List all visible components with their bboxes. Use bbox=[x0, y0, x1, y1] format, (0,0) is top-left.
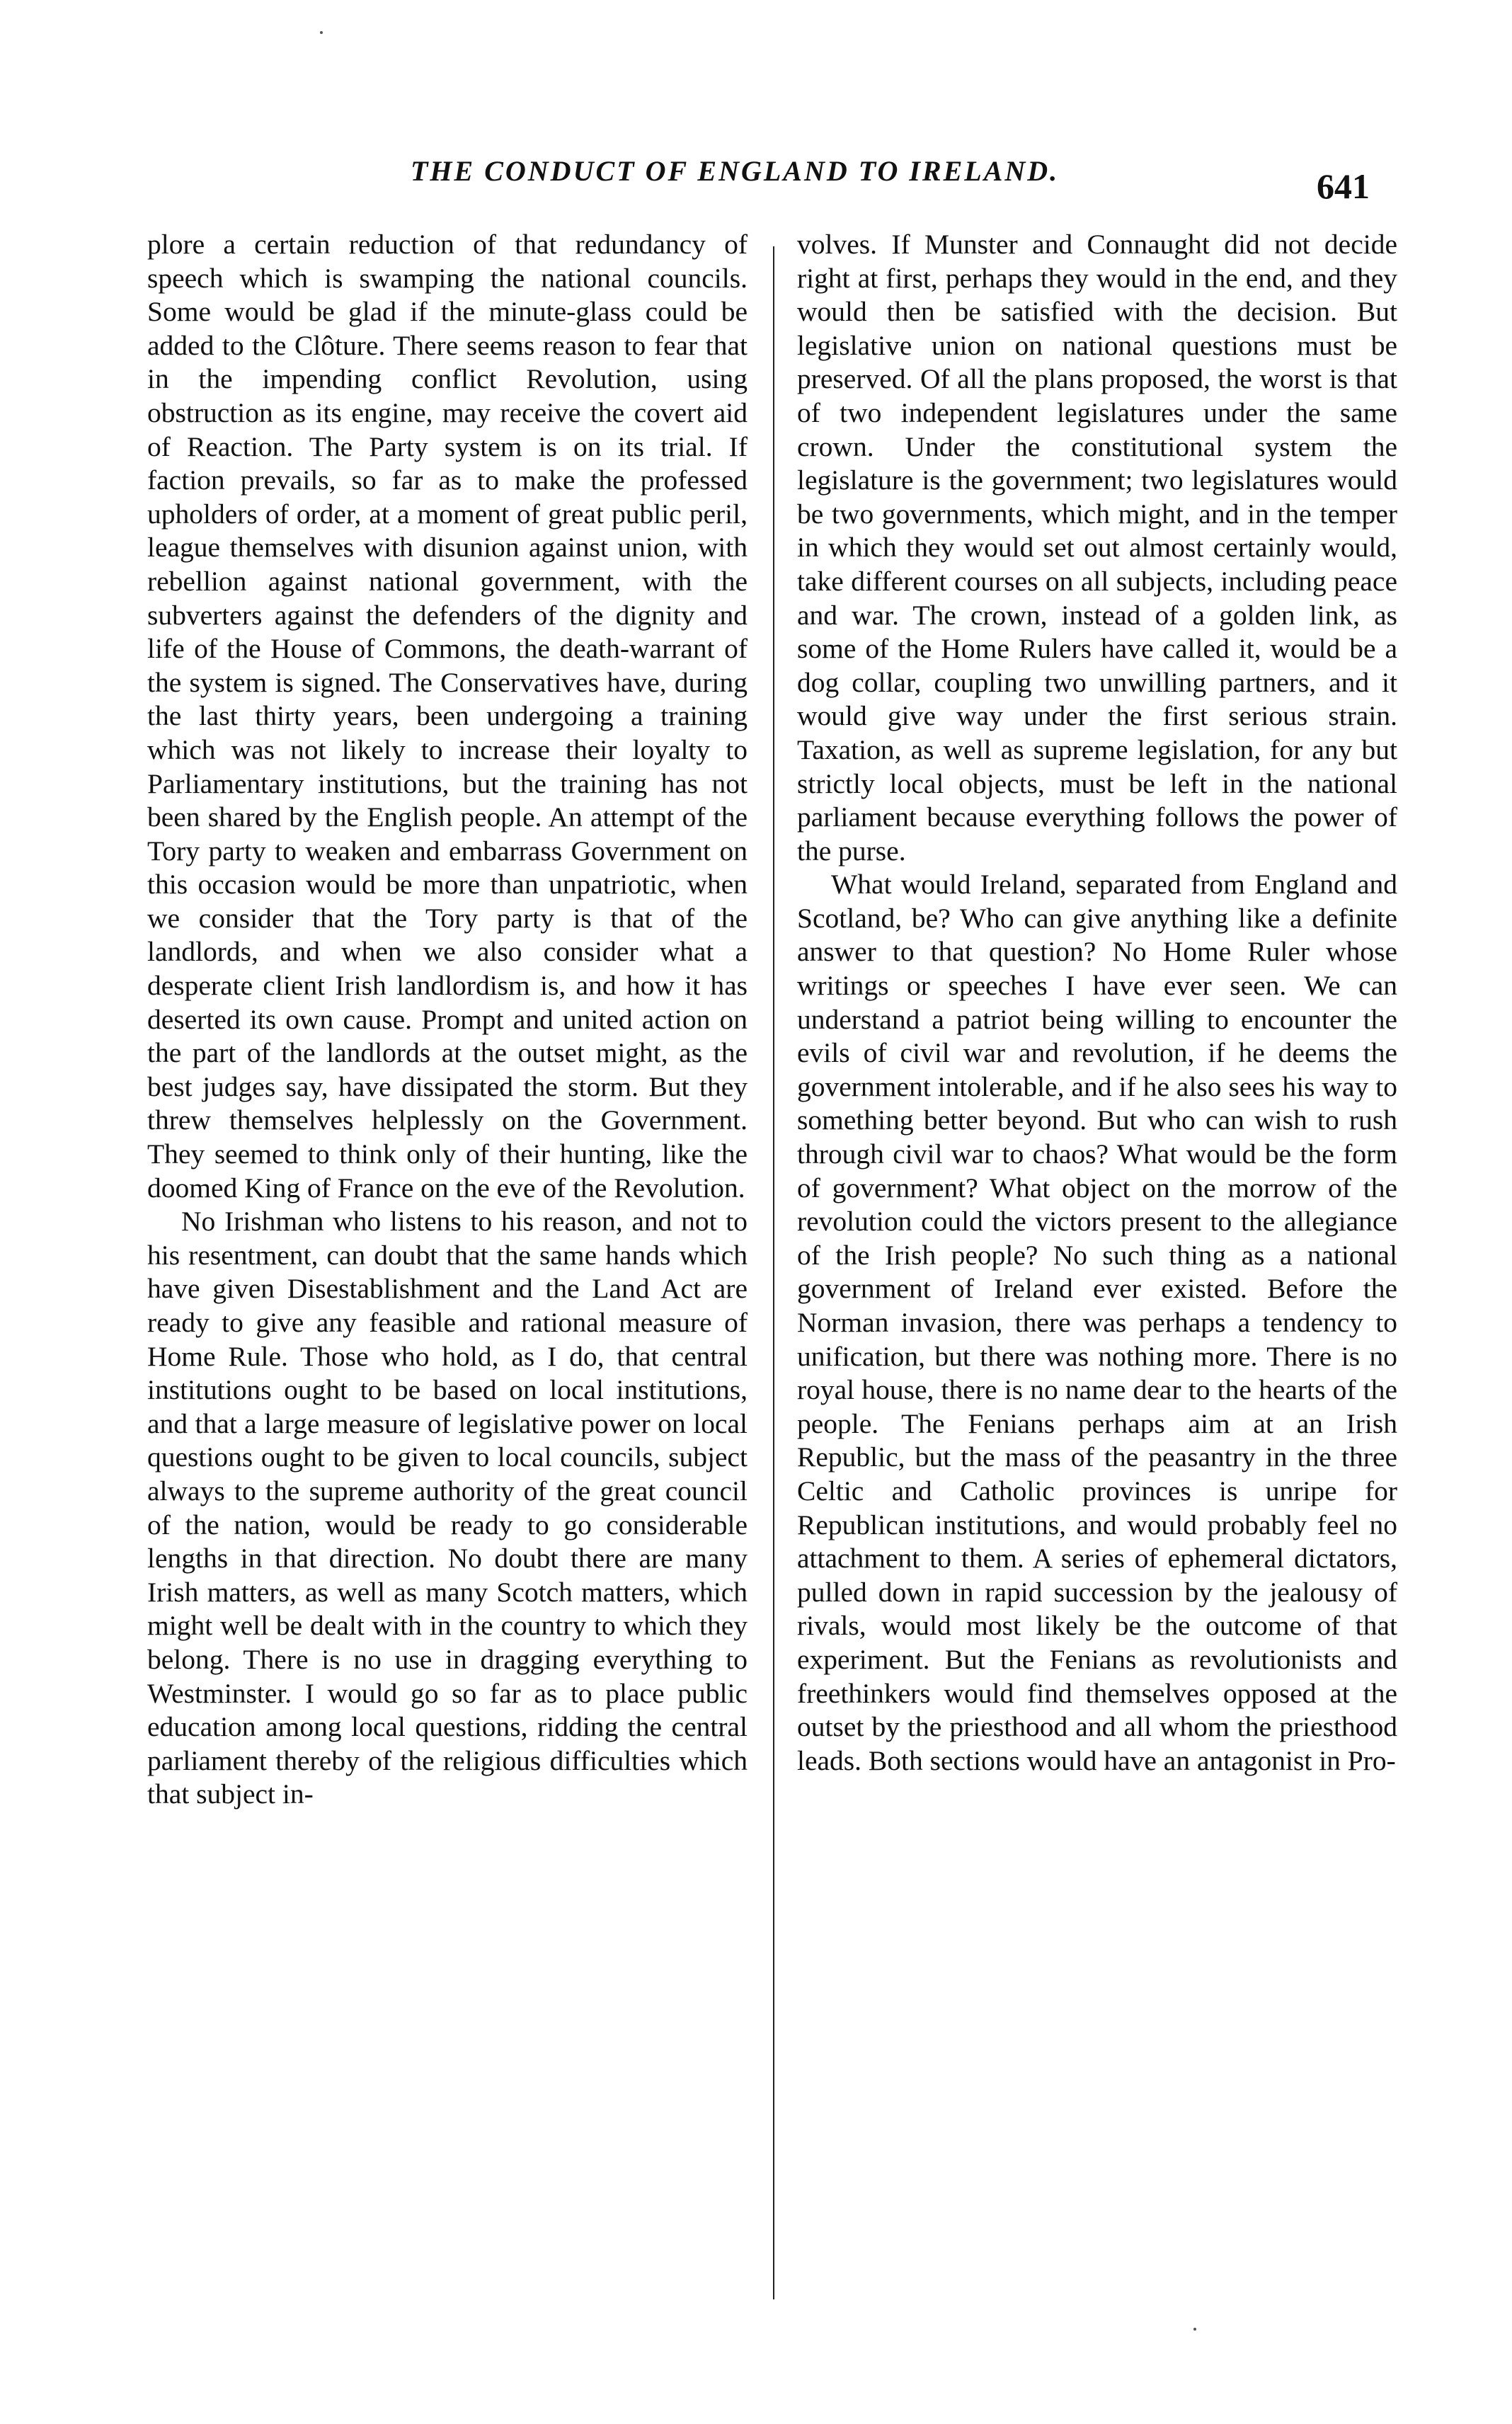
right-paragraph-2: What would Ireland, separated from England and Scotland, be? Who can give anything like a definite answer to that question? No Home Ruler whose writings or speeches I have ever seen. We can understand a patriot being willing to encounter the evils of civil war and revolution, if he deems the government intolerable, and if he also sees his way to something better beyond. But who can wish to rush through civil war to chaos? What would be the form of government? What object on the morrow of the revolution could the victors present to the allegiance of the Irish people? No such thing as a national government of Ireland ever existed. Before the Norman invasion, there was perhaps a tendency to unification, but there was nothing more. There is no royal house, there is no name dear to the hearts of the people. The Fenians perhaps aim at an Irish Republic, but the mass of the peasantry in the three Celtic and Catholic provinces is unripe for Republican institutions, and would probably feel no attachment to them. A series of ephemeral dictators, pulled down in rapid succession by the jealousy of rivals, would most likely be the outcome of that experiment. But the Fenians as revolutionists and freethinkers would find themselves opposed at the outset by the priesthood and all whom the priesthood leads. Both sections would have an antagonist in Pro- bbox=[797, 869, 1397, 1776]
scan-speck bbox=[320, 31, 323, 34]
right-paragraph-1: volves. If Munster and Connaught did not decide right at first, perhaps they would in the end, and they would then be satisfied with the decision. But legislative union on national questions must be preserved. Of all the plans proposed, the worst is that of two independent legislatures under the same crown. Under the constitutional system the legislature is the government; two legislatures would be two governments, which might, and in the temper in which they would set out almost certainly would, take different courses on all subjects, including peace and war. The crown, instead of a golden link, as some of the Home Rulers have called it, would be a dog collar, coupling two unwilling partners, and it would give way under the first serious strain. Taxation, as well as supreme legislation, for any but strictly local objects, must be left in the national parliament because everything follows the power of the purse. bbox=[797, 229, 1397, 867]
scan-speck bbox=[1193, 2328, 1196, 2331]
left-paragraph-2: No Irishman who listens to his reason, and not to his resentment, can doubt that the same hands which have given Disestablishment and the Land Act are ready to give any feasible and rational measure of Home Rule. Those who hold, as I do, that central institutions ought to be based on local institutions, and that a large measure of legislative power on local questions ought to be given to local councils, subject always to the supreme authority of the great council of the nation, would be ready to go considerable lengths in that direction. No doubt there are many Irish matters, as well as many Scotch matters, which might well be dealt with in the country to which they belong. There is no use in dragging everything to Westminster. I would go so far as to place public education among local questions, ridding the central parliament thereby of the religious difficulties which that subject in- bbox=[147, 1206, 748, 1810]
left-column bbox=[147, 228, 748, 1812]
column-divider bbox=[773, 246, 774, 2299]
left-paragraph-1: plore a certain reduction of that redundancy of speech which is swamping the national councils. Some would be glad if the minute-glass could be added to the Clôture. There seems reason to fear that in the impending conflict Revolution, using obstruction as its engine, may receive the covert aid of Reaction. The Party system is on its trial. If faction prevails, so far as to make the professed upholders of order, at a moment of great public peril, league themselves with disunion against union, with rebellion against national government, with the subverters against the defenders of the dignity and life of the House of Commons, the death-warrant of the system is signed. The Conservatives have, during the last thirty years, been undergoing a training which was not likely to increase their loyalty to Parliamentary institutions, but the training has not been shared by the English people. An attempt of the Tory party to weaken and embarrass Government on this occasion would be more than unpatriotic, when we consider that the Tory party is that of the landlords, and when we also consider what a desperate client Irish landlordism is, and how it has deserted its own cause. Prompt and united action on the part of the landlords at the outset might, as the best judges say, have dissipated the storm. But they threw themselves helplessly on the Government. They seemed to think only of their hunting, like the doomed King of France on the eve of the Revolution. bbox=[147, 229, 748, 1204]
running-head: THE CONDUCT OF ENGLAND TO IRELAND. bbox=[411, 155, 1060, 187]
right-column bbox=[797, 228, 1397, 1778]
page-number: 641 bbox=[1317, 166, 1370, 206]
